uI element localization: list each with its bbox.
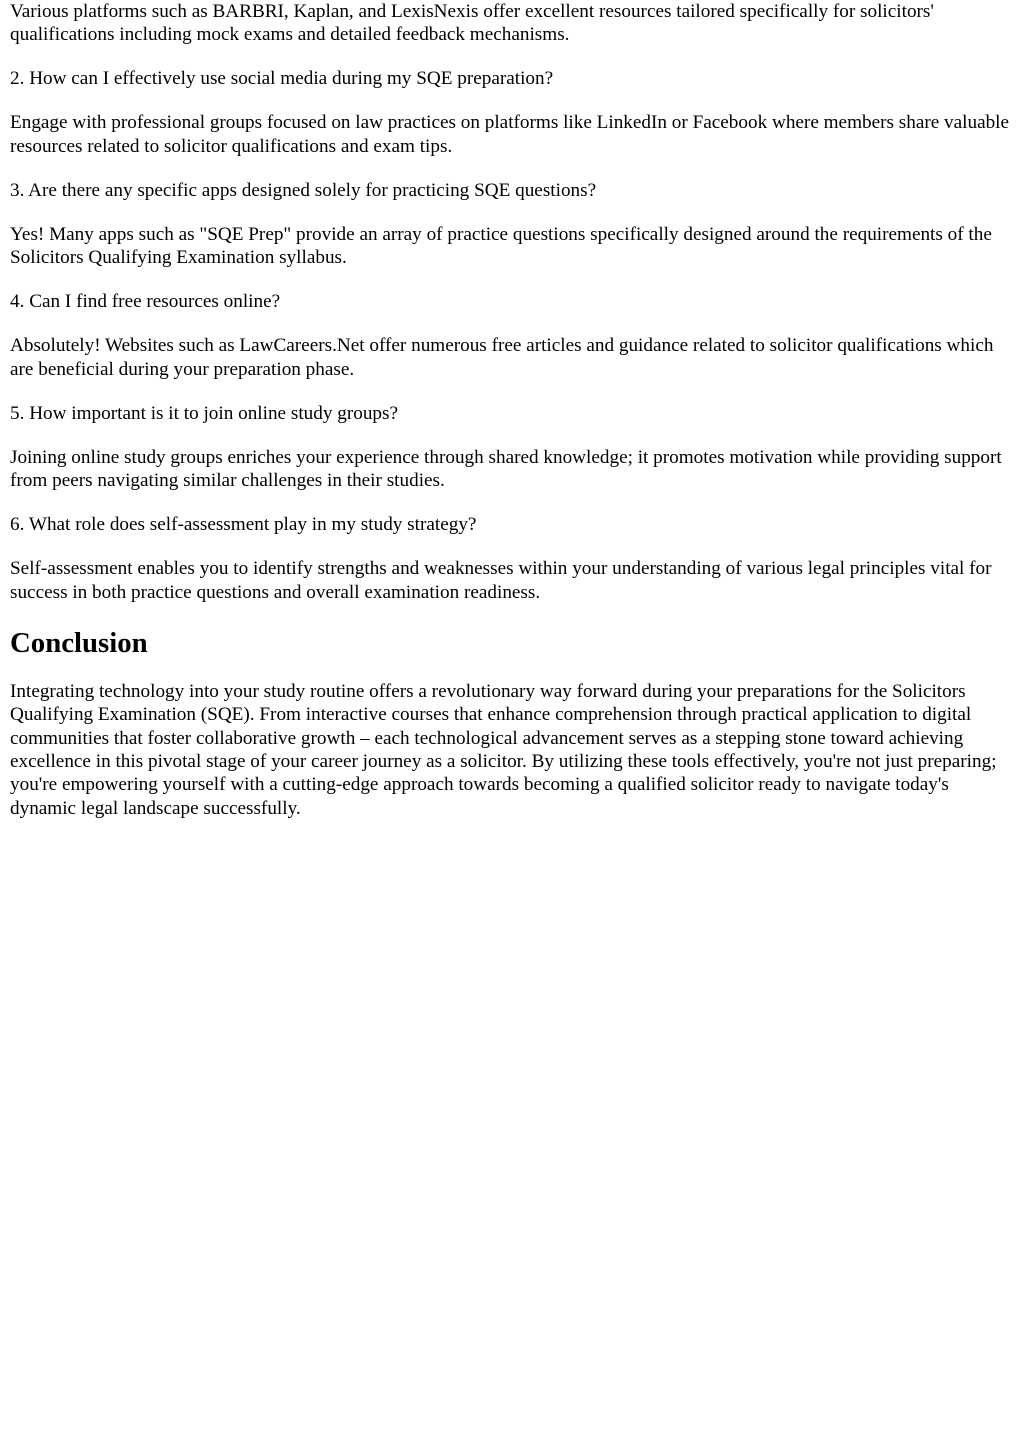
faq-question-2: 2. How can I effectively use social media during my SQE preparation? xyxy=(10,68,554,90)
faq-answer-6: Self-assessment enables you to identify strengths and weaknesses within your understanding of various legal principles vital for success in both practice questions and overall examination readiness. xyxy=(10,558,992,603)
intro-answer-paragraph: Various platforms such as BARBRI, Kaplan, and LexisNexis offer excellent resources tailored specifically for solicitors' qualifications including mock exams and detailed feedback mechanisms. xyxy=(10,1,934,46)
faq-question-6: 6. What role does self-assessment play in my study strategy? xyxy=(10,514,477,536)
faq-answer-2: Engage with professional groups focused on law practices on platforms like LinkedIn or Facebook where members share valuable resources related to solicitor qualifications and exam tips. xyxy=(10,112,1010,157)
faq-answer-4: Absolutely! Websites such as LawCareers.Net offer numerous free articles and guidance related to solicitor qualifications which are beneficial during your preparation phase. xyxy=(10,335,994,380)
faq-question-5: 5. How important is it to join online study groups? xyxy=(10,402,398,424)
faq-question-4: 4. Can I find free resources online? xyxy=(10,291,281,313)
conclusion-paragraph: Integrating technology into your study routine offers a revolutionary way forward during your preparations for the Solicitors Qualifying Examination (SQE). From interactive courses that enhance comprehension through practical application to digital communities that foster collaborative growth – each technological advancement serves as a stepping stone toward achieving excellence in this pivotal stage of your career journey as a solicitor. By utilizing these tools effectively, you're not just preparing; you're empowering yourself with a cutting-edge approach towards becoming a qualified solicitor ready to navigate today's dynamic legal landscape successfully. xyxy=(10,681,997,819)
faq-question-3: 3. Are there any specific apps designed solely for practicing SQE questions? xyxy=(10,179,597,201)
faq-answer-3: Yes! Many apps such as "SQE Prep" provide an array of practice questions specifically designed around the requirements of the Solicitors Qualifying Examination syllabus. xyxy=(10,223,992,269)
conclusion-heading: Conclusion xyxy=(10,627,148,660)
faq-answer-5: Joining online study groups enriches your experience through shared knowledge; it promotes motivation while providing support from peers navigating similar challenges in their studies. xyxy=(10,446,1002,492)
